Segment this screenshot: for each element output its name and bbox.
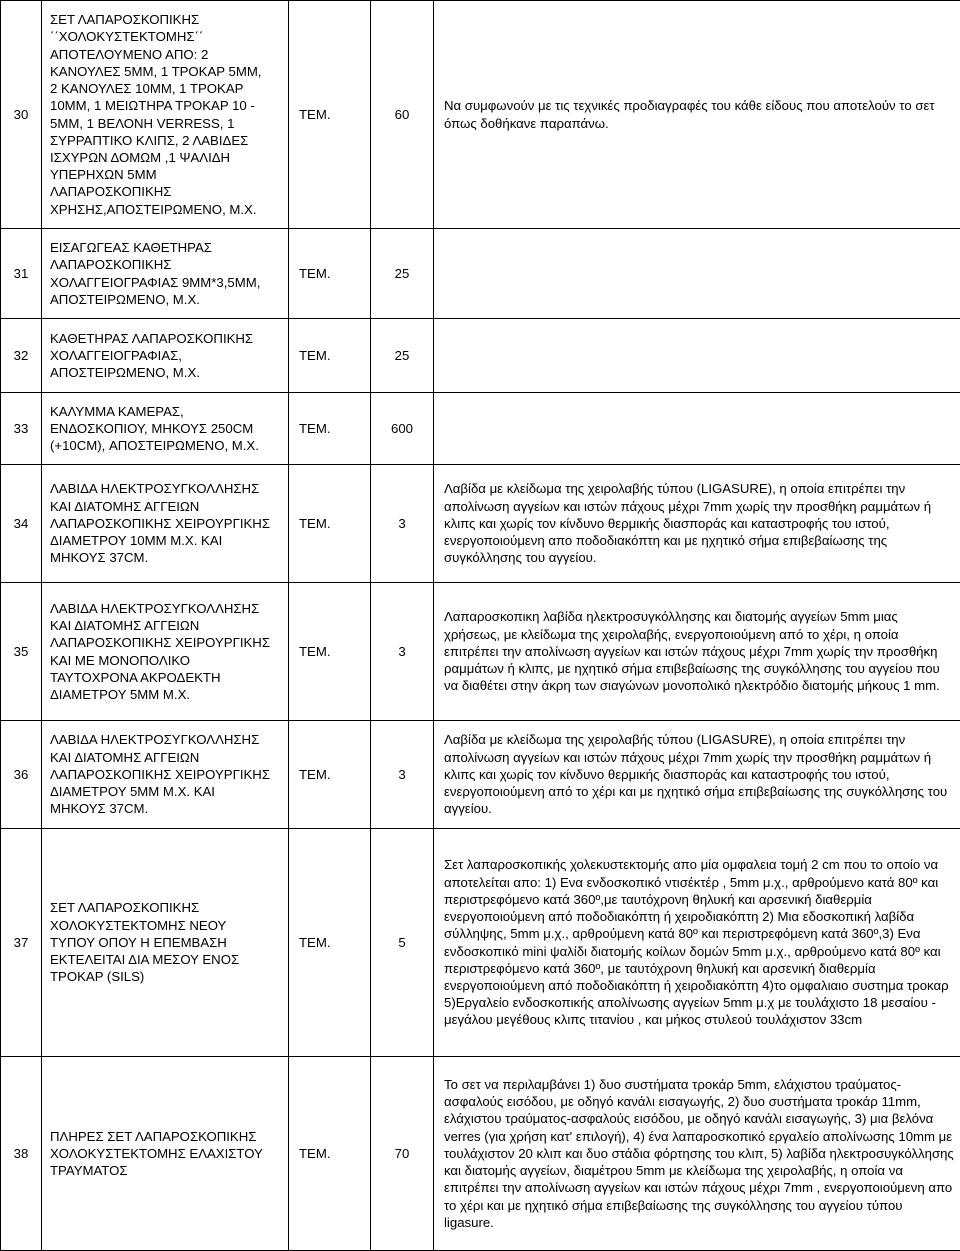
item-quantity: 25 [371,319,434,393]
item-description: ΣΕΤ ΛΑΠΑΡΟΣΚΟΠΙΚΗΣ ΄΄ΧΟΛΟΚΥΣΤΕΚΤΟΜΗΣ΄΄ ΑΠΟΤΕΛΟΥΜΕΝΟ ΑΠΟ: 2 ΚΑΝΟΥΛΕΣ 5ΜΜ, 1 ΤΡΟΚΑΡ 5ΜΜ, 2 ΚΑΝΟΥΛΕΣ 10ΜΜ, 1 ΤΡΟΚΑΡ 10ΜΜ, 1 ΜΕΙΩΤΗΡΑ ΤΡΟΚΑΡ 10 - 5ΜΜ, 1 ΒΕΛΟΝΗ VERRESS, 1 ΣΥΡΡΑΠΤΙΚΟ ΚΛΙΠΣ, 2 ΛΑΒΙΔΕΣ ΙΣΧΥΡΩΝ ΔΟΜΩΜ ,1 ΨΑΛΙΔΗ ΥΠΕΡΗΧΩΝ 5ΜΜ ΛΑΠΑΡΟΣΚΟΠΙΚΗΣ ΧΡΗΣΗΣ,ΑΠΟΣΤΕΙΡΩΜΕΝΟ, Μ.Χ. [42,1,289,229]
item-number: 36 [1,721,42,829]
item-quantity: 25 [371,229,434,319]
item-number: 35 [1,583,42,721]
item-number: 33 [1,393,42,465]
item-quantity: 3 [371,583,434,721]
item-specification: Το σετ να περιλαμβάνει 1) δυο συστήματα τροκάρ 5mm, ελάχιστου τραύματος-ασφαλούς εισόδου, με οδηγό κανάλι εισαγωγής, 2) δυο συστήματα τροκάρ 11mm, ελάχιστου τραύματος-ασφαλούς εισόδου, με οδηγό κανάλι εισαγωγής, 3) μια βελόνα verres (για χρήση κατ' επιλογή), 4) ένα λαπαροσκοπικό εργαλείο απολίνωσης 10mm με τουλάχιστον 20 κλιπ και δυο στάδια φόρτησης του κλιπ, 5) λαβίδα ηλεκτροσυγκόλλησης και διατομής αγγείων, διαμέτρου 5mm με κλείδωμα της χειρολαβής, η οποία να επιτρέπει την απολίνωση αγγείων και ιστών πάχους μέχρι 7mm , ενεργοποιούμενη απο το χέρι και με ηχητικό σήμα επιβεβαίωσης της συγκόλλησης του αγγείου τύπου ligasure. [434,1057,960,1251]
item-unit: ΤΕΜ. [289,319,371,393]
item-specification: Λαπαροσκοπικη λαβίδα ηλεκτροσυγκόλλησης και διατομής αγγείων 5mm μιας χρήσεως, με κλείδωμα της χειρολαβής, ενεργοποιούμενη από το χέρι, η οποία επιτρέπει την απολίνωση αγγείων και ιστών πάχους μέχρι 7mm χωρίς την προσθήκη ραμμάτων ή κλιπς, με ηχητικό σήμα επιβεβαίωσης της συγκόλλησης του αγγείου που να διαθέτει στην άκρη των σιαγώνων μονοπολικό ηλεκτρόδιο διατομής μήκους 1 mm. [434,583,960,721]
item-number: 38 [1,1057,42,1251]
item-unit: ΤΕΜ. [289,229,371,319]
table-row [1,829,960,1057]
item-number: 30 [1,1,42,229]
item-quantity: 3 [371,465,434,583]
item-specification [434,393,960,465]
item-quantity: 600 [371,393,434,465]
table-row [1,721,960,829]
item-quantity: 3 [371,721,434,829]
item-unit: ΤΕΜ. [289,583,371,721]
table-row [1,583,960,721]
table-row [1,393,960,465]
item-specification: Λαβίδα με κλείδωμα της χειρολαβής τύπου (LIGASURE), η οποία επιτρέπει την απολίνωση αγγείων και ιστών πάχους μέχρι 7mm χωρίς την προσθήκη ραμμάτων ή κλιπς και χωρίς τον κίνδυνο θερμικής διασποράς και καταστροφής του ιστού, ενεργοποιούμενη απο ποδοδιακόπτη και με ηχητικό σήμα επιβεβαίωσης της συγκόλλησης του αγγείου. [434,465,960,583]
item-description: ΛΑΒΙΔΑ ΗΛΕΚΤΡΟΣΥΓΚΟΛΛΗΣΗΣ ΚΑΙ ΔΙΑΤΟΜΗΣ ΑΓΓΕΙΩΝ ΛΑΠΑΡΟΣΚΟΠΙΚΗΣ ΧΕΙΡΟΥΡΓΙΚΗΣ ΔΙΑΜΕΤΡΟΥ 10ΜΜ Μ.Χ. ΚΑΙ ΜΗΚΟΥΣ 37CM. [42,465,289,583]
item-quantity: 60 [371,1,434,229]
item-specification: Σετ λαπαροσκοπικής χολεκυστεκτομής απο μία ομφαλεια τομή 2 cm που το οποίο να αποτελείται απο: 1) Ενα ενδοσκοπικό ντισέκτέρ , 5mm μ.χ., αρθρούμενο κατά 80º και περιστρεφόμενο κατά 360º,με ταυτόχρονη θηλυκή και αρσενική διαθερμία ενεργοποιούμενη από ποδοδιακόπτη ή χειροδιακόπτη 2) Μια εδοσκοπική λαβίδα σύλληψης, 5mm μ.χ., αρθρούμενη κατά 80º και περιστρεφόμενη κατά 360º,3) Ενα ενδοσκοπικό mini ψαλίδι διατομής κοίλων δομών 5mm μ.χ., αρθρούμενο κατά 80º και περιστρεφόμενο κατά 360º, με ταυτόχρονη θηλυκή και αρσενική διαθερμία ενεργοποιούμενη από ποδοδιακόπτη ή χειροδιακόπτη 4)το ομφαλιαιο συστημα τροκαρ 5)Εργαλείο ενδοσκοπικής απολίνωσης αγγείων 5mm μ.χ με τουλάχιστο 18 μεσαίου - μεγάλου μεγέθους κλιπς τιτανίου , και μήκος στυλεού τουλάχιστον 33cm [434,829,960,1057]
item-quantity: 5 [371,829,434,1057]
table-row [1,1057,960,1251]
item-unit: ΤΕΜ. [289,393,371,465]
item-specification: Λαβίδα με κλείδωμα της χειρολαβής τύπου (LIGASURE), η οποία επιτρέπει την απολίνωση αγγείων και ιστών πάχους μέχρι 7mm χωρίς την προσθήκη ραμμάτων ή κλιπς και χωρίς τον κίνδυνο θερμικής διασποράς και καταστροφής του ιστού, ενεργοποιούμενη από το χέρι και με ηχητικό σήμα επιβεβαίωσης της συγκόλλησης του αγγείου. [434,721,960,829]
item-description: ΚΑΛΥΜΜΑ ΚΑΜΕΡΑΣ, ΕΝΔΟΣΚΟΠΙΟΥ, ΜΗΚΟΥΣ 250CM (+10CM), ΑΠΟΣΤΕΙΡΩΜΕΝΟ, Μ.Χ. [42,393,289,465]
item-unit: ΤΕΜ. [289,1,371,229]
item-unit: ΤΕΜ. [289,465,371,583]
item-description: ΠΛΗΡΕΣ ΣΕΤ ΛΑΠΑΡΟΣΚΟΠΙΚΗΣ ΧΟΛΟΚΥΣΤΕΚΤΟΜΗΣ ΕΛΑΧΙΣΤΟΥ ΤΡΑΥΜΑΤΟΣ [42,1057,289,1251]
item-description: ΕΙΣΑΓΩΓΕΑΣ ΚΑΘΕΤΗΡΑΣ ΛΑΠΑΡΟΣΚΟΠΙΚΗΣ ΧΟΛΑΓΓΕΙΟΓΡΑΦΙΑΣ 9ΜΜ*3,5ΜΜ, ΑΠΟΣΤΕΙΡΩΜΕΝΟ, Μ.Χ. [42,229,289,319]
item-description: ΛΑΒΙΔΑ ΗΛΕΚΤΡΟΣΥΓΚΟΛΛΗΣΗΣ ΚΑΙ ΔΙΑΤΟΜΗΣ ΑΓΓΕΙΩΝ ΛΑΠΑΡΟΣΚΟΠΙΚΗΣ ΧΕΙΡΟΥΡΓΙΚΗΣ ΚΑΙ ΜΕ ΜΟΝΟΠΟΛΙΚΟ ΤΑΥΤΟΧΡΟΝΑ ΑΚΡΟΔΕΚΤΗ ΔΙΑΜΕΤΡΟΥ 5ΜΜ Μ.Χ. [42,583,289,721]
table-row [1,319,960,393]
item-description: ΣΕΤ ΛΑΠΑΡΟΣΚΟΠΙΚΗΣ ΧΟΛΟΚΥΣΤΕΚΤΟΜΗΣ ΝΕΟΥ ΤΥΠΟΥ ΟΠΟΥ Η ΕΠΕΜΒΑΣΗ ΕΚΤΕΛΕΙΤΑΙ ΔΙΑ ΜΕΣΟΥ ΕΝΟΣ ΤΡΟΚΑΡ (SILS) [42,829,289,1057]
item-description: ΚΑΘΕΤΗΡΑΣ ΛΑΠΑΡΟΣΚΟΠΙΚΗΣ ΧΟΛΑΓΓΕΙΟΓΡΑΦΙΑΣ, ΑΠΟΣΤΕΙΡΩΜΕΝΟ, Μ.Χ. [42,319,289,393]
item-number: 31 [1,229,42,319]
item-number: 34 [1,465,42,583]
table-row [1,465,960,583]
item-unit: ΤΕΜ. [289,721,371,829]
item-number: 37 [1,829,42,1057]
item-description: ΛΑΒΙΔΑ ΗΛΕΚΤΡΟΣΥΓΚΟΛΛΗΣΗΣ ΚΑΙ ΔΙΑΤΟΜΗΣ ΑΓΓΕΙΩΝ ΛΑΠΑΡΟΣΚΟΠΙΚΗΣ ΧΕΙΡΟΥΡΓΙΚΗΣ ΔΙΑΜΕΤΡΟΥ 5ΜΜ Μ.Χ. ΚΑΙ ΜΗΚΟΥΣ 37CM. [42,721,289,829]
item-quantity: 70 [371,1057,434,1251]
item-unit: ΤΕΜ. [289,1057,371,1251]
item-number: 32 [1,319,42,393]
item-specification: Να συμφωνούν με τις τεχνικές προδιαγραφές του κάθε είδους που αποτελούν το σετ όπως δοθήκανε παραπάνω. [434,1,960,229]
table-row [1,1,960,229]
item-specification [434,319,960,393]
item-unit: ΤΕΜ. [289,829,371,1057]
item-specification [434,229,960,319]
table-row [1,229,960,319]
